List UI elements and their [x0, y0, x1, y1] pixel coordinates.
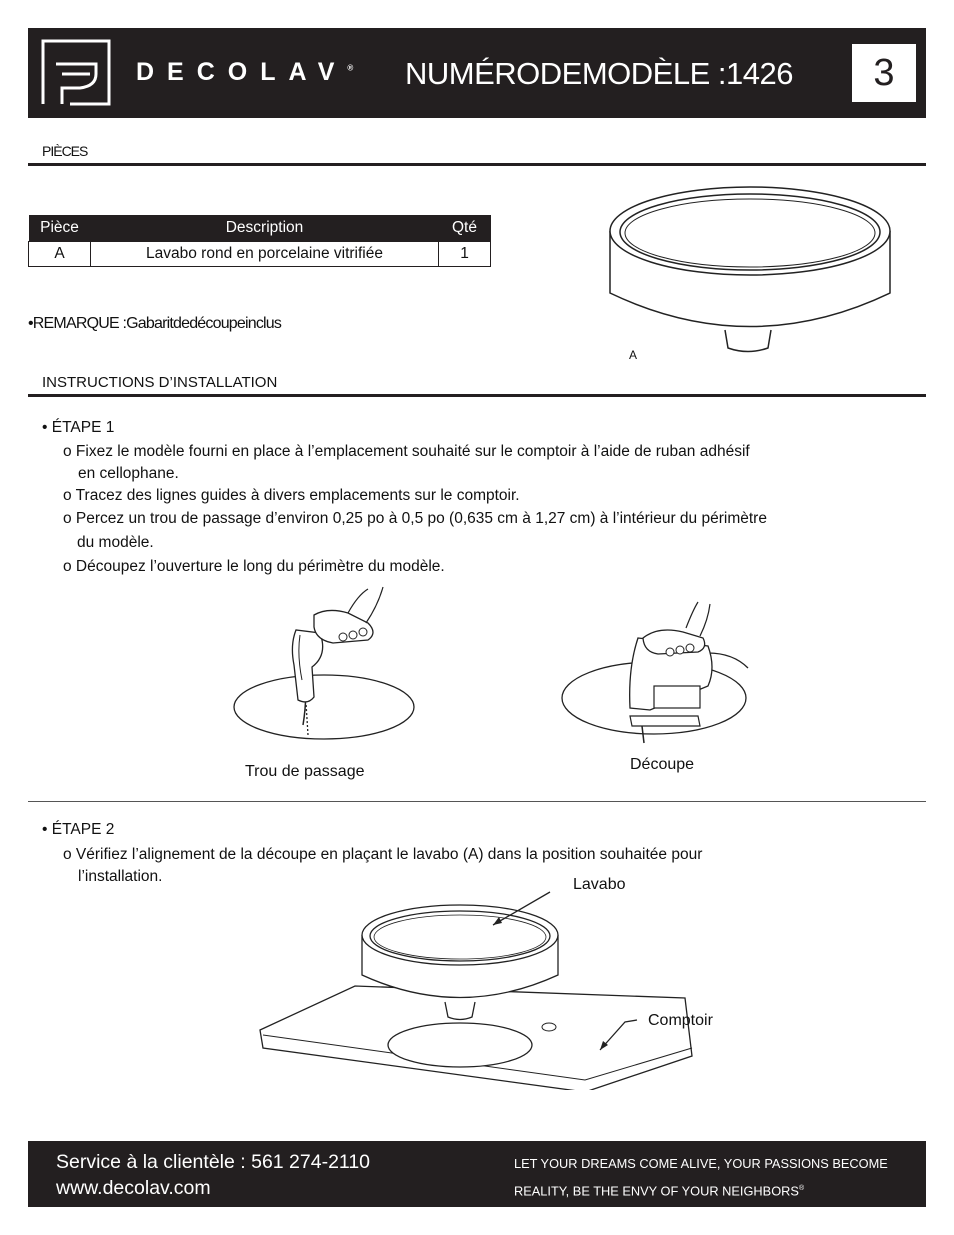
step1-line: o Fixez le modèle fourni en place à l’emplacement souhaité sur le comptoir à l’aide de ruban adhésif — [63, 443, 750, 460]
table-header: Description — [91, 215, 439, 242]
table-header-row — [29, 215, 491, 242]
tagline — [514, 1151, 888, 1203]
table-row — [29, 242, 491, 267]
label-counter: Comptoir — [648, 1012, 713, 1029]
step1-line: o Découpez l’ouverture le long du périmètre du modèle. — [63, 558, 445, 575]
jigsaw-illustration — [558, 598, 753, 748]
step-divider — [28, 801, 926, 802]
figure-label-a: A — [629, 348, 638, 362]
table-header: Qté — [439, 215, 491, 242]
step1-line: en cellophane. — [78, 465, 179, 482]
page-number: 3 — [852, 44, 916, 102]
table-header: Pièce — [29, 215, 91, 242]
table-cell: Lavabo rond en porcelaine vitrifiée — [91, 242, 439, 267]
section-divider — [28, 394, 926, 397]
parts-section-title: PIÈCES — [42, 143, 88, 159]
website-link[interactable]: www.decolav.com — [56, 1177, 211, 1199]
table-cell: 1 — [439, 242, 491, 267]
page-footer — [28, 1141, 926, 1207]
sink-illustration — [600, 185, 900, 360]
tagline-line: LET YOUR DREAMS COME ALIVE, YOUR PASSIONS BECOME — [514, 1156, 888, 1171]
table-cell: A — [29, 242, 91, 267]
page-header — [28, 28, 926, 118]
install-section-title: INSTRUCTIONS D’INSTALLATION — [42, 374, 278, 391]
step2-line: l’installation. — [78, 868, 163, 885]
model-title: NUMÉRODEMODÈLE :1426 — [405, 56, 793, 91]
section-divider — [28, 163, 926, 166]
label-sink: Lavabo — [573, 876, 626, 893]
customer-service — [56, 1149, 370, 1201]
sink-on-counter-illustration — [255, 880, 700, 1090]
tagline-line: REALITY, BE THE ENVY OF YOUR NEIGHBORS® — [514, 1183, 805, 1199]
parts-table — [28, 215, 491, 267]
drill-illustration — [228, 585, 423, 745]
brand-name: DECOLAV® — [136, 58, 354, 86]
service-phone: Service à la clientèle : 561 274-2110 — [56, 1151, 371, 1173]
caption-pilot-hole: Trou de passage — [245, 763, 365, 780]
caption-cutout: Découpe — [630, 756, 695, 773]
step1-heading: • ÉTAPE 1 — [42, 419, 115, 436]
step2-line: o Vérifiez l’alignement de la découpe en plaçant le lavabo (A) dans la position souhaitée pour — [63, 846, 703, 863]
step1-line: du modèle. — [77, 534, 154, 551]
step1-line: o Tracez des lignes guides à divers emplacements sur le comptoir. — [63, 487, 520, 504]
step1-line: o Percez un trou de passage d’environ 0,25 po à 0,5 po (0,635 cm à 1,27 cm) à l’intérieur du périmètre — [63, 510, 767, 527]
step2-heading: • ÉTAPE 2 — [42, 821, 115, 838]
decolav-logo-icon — [40, 38, 112, 106]
remark-note: •REMARQUE :Gabaritdedécoupeinclus — [28, 315, 282, 332]
